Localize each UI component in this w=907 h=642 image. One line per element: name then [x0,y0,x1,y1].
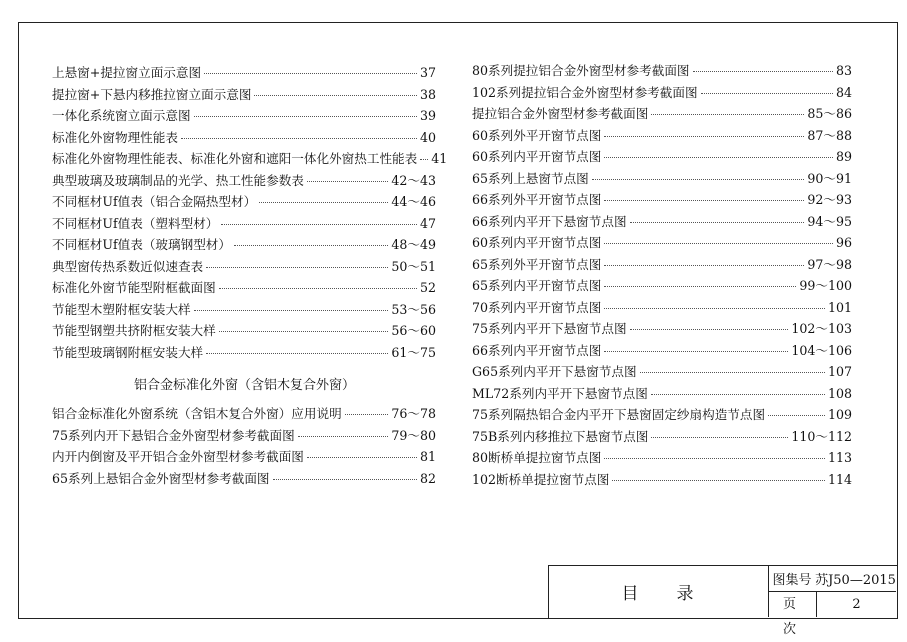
toc-entry-title: 标准化外窗节能型附框截面图 [52,280,216,295]
toc-leader-dots [307,181,388,182]
toc-entry-title: 提拉铝合金外窗型材参考截面图 [472,106,649,121]
page-number-row [769,592,896,637]
toc-leader-dots [693,71,833,72]
toc-leader-dots [604,351,788,352]
toc-entry [472,254,852,276]
toc-entry [472,103,852,125]
toc-entry [472,318,852,340]
toc-entry-title: 102断桥单提拉窗节点图 [472,471,610,487]
toc-entry [472,211,852,233]
toc-leader-dots [420,159,428,160]
toc-entry-title: 一体化系统窗立面示意图 [52,108,191,123]
toc-entry [472,404,852,426]
toc-leader-dots [768,415,825,416]
toc-entry-title: 66系列内平开下悬窗节点图 [472,213,627,229]
toc-entry-page: 104～106 [791,342,852,358]
toc-entry [52,256,436,278]
toc-entry-title: G65系列内平开下悬窗节点图 [472,364,637,379]
toc-leader-dots [206,353,388,354]
toc-entry-page: 107 [827,364,852,379]
toc-entry-title: 70系列内平开窗节点图 [472,299,602,315]
page-number-label: 页次 [769,592,817,617]
toc-leader-dots [604,243,833,244]
toc-entry-title: 不同框材Uf值表（玻璃钢型材） [52,237,231,252]
toc-entry [52,299,436,321]
toc-entry-page: 113 [827,450,852,465]
toc-leader-dots [234,245,388,246]
toc-leader-dots [221,224,417,225]
toc-entry [52,277,436,299]
section-heading: 铝合金标准化外窗（含铝木复合外窗） [134,378,356,393]
toc-entry-page: 44～46 [391,194,436,209]
toc-leader-dots [651,394,825,395]
title-block-title: 目录 [549,566,769,617]
toc-entry-title: 典型窗传热系数近似速查表 [52,258,204,274]
toc-entry [52,425,436,447]
toc-entry-page: 50～51 [391,258,436,274]
toc-entry [472,232,852,254]
toc-leader-dots [651,114,804,115]
toc-leader-dots [630,329,789,330]
toc-leader-dots [604,200,804,201]
toc-leader-dots [194,310,389,311]
toc-entry-title: 75系列内开下悬铝合金外窗型材参考截面图 [52,427,295,443]
toc-entry-title: 80断桥单提拉窗节点图 [472,450,602,465]
toc-entry-title: 65系列上悬铝合金外窗型材参考截面图 [52,470,270,486]
toc-entry [472,361,852,383]
toc-entry-page: 52 [419,280,436,295]
toc-entry-page: 110～112 [791,428,852,444]
toc-entry-page: 92～93 [807,192,852,207]
toc-entry-page: 53～56 [391,301,436,317]
toc-entry-title: 铝合金标准化外窗系统（含铝木复合外窗）应用说明 [52,406,342,421]
toc-entry-page: 109 [827,407,852,422]
toc-entry-page: 61～75 [391,344,436,360]
toc-leader-dots [701,93,833,94]
toc-leader-dots [206,267,388,268]
toc-leader-dots [604,157,833,158]
toc-entry [52,468,436,490]
toc-leader-dots [254,95,417,96]
toc-entry-page: 108 [827,385,852,401]
toc-entry [472,469,852,491]
toc-entry-page: 87～88 [807,127,852,143]
toc-entry [472,60,852,82]
page-number-value: 2 [852,597,861,612]
toc-entry [472,275,852,297]
toc-entry-title: 节能型木塑附框安装大样 [52,301,191,317]
toc-entry-title: 60系列内平开窗节点图 [472,149,602,164]
toc-leader-dots [612,480,825,481]
toc-entry [472,146,852,168]
toc-entry-title: 不同框材Uf值表（塑料型材） [52,215,219,231]
toc-leader-dots [259,202,388,203]
toc-leader-dots [345,414,389,415]
toc-entry [52,105,436,127]
toc-right-column [472,60,852,490]
toc-entry-page: 97～98 [807,256,852,272]
toc-entry [472,189,852,211]
toc-entry-title: 75B系列内移推拉下悬窗节点图 [472,428,649,444]
toc-leader-dots [604,286,796,287]
toc-entry-page: 40 [419,129,436,145]
toc-entry-title: ML72系列内平开下悬窗节点图 [472,385,648,401]
toc-leader-dots [273,479,417,480]
toc-leader-dots [630,222,805,223]
toc-entry-title: 65系列外平开窗节点图 [472,256,602,272]
toc-entry-title: 66系列外平开窗节点图 [472,192,602,207]
toc-leader-dots [219,288,417,289]
toc-entry [472,426,852,448]
toc-entry [52,342,436,364]
toc-entry [472,125,852,147]
toc-entry-title: 60系列内平开窗节点图 [472,235,602,250]
toc-entry-page: 82 [419,470,436,486]
toc-entry-title: 75系列内平开下悬窗节点图 [472,321,627,336]
toc-entry-page: 81 [419,449,436,464]
atlas-number-value: 苏J50—2015 [815,573,896,588]
toc-entry [52,403,436,425]
toc-entry [472,340,852,362]
toc-entry-page: 39 [419,108,436,123]
toc-entry-title: 65系列上悬窗节点图 [472,170,589,186]
toc-leader-dots [604,458,825,459]
toc-entry [472,168,852,190]
toc-entry-page: 42～43 [391,172,436,188]
toc-entry [52,213,436,235]
toc-entry [52,320,436,342]
toc-leader-dots [604,136,804,137]
toc-entry-title: 60系列外平开窗节点图 [472,127,602,143]
toc-left-column [52,62,448,489]
toc-entry-title: 内开内倒窗及平开铝合金外窗型材参考截面图 [52,449,304,464]
toc-entry [52,234,436,256]
toc-entry-title: 提拉窗+下悬内移推拉窗立面示意图 [52,86,252,102]
toc-leader-dots [194,116,417,117]
toc-entry-title: 标准化外窗物理性能表、标准化外窗和遮阳一体化外窗热工性能表 [52,151,418,166]
toc-leader-dots [181,138,417,139]
toc-entry [52,446,436,468]
toc-entry-title: 102系列提拉铝合金外窗型材参考截面图 [472,84,698,100]
toc-entry-page: 101 [827,299,852,315]
atlas-number-row [769,566,896,592]
toc-entry-title: 上悬窗+提拉窗立面示意图 [52,65,202,80]
toc-entry-title: 典型玻璃及玻璃制品的光学、热工性能参数表 [52,172,304,188]
toc-entry [472,297,852,319]
toc-entry-page: 79～80 [391,427,436,443]
toc-entry [52,170,436,192]
toc-entry [472,447,852,469]
toc-entry-page: 99～100 [799,278,852,293]
toc-entry-page: 89 [835,149,852,164]
toc-entry [52,62,436,84]
toc-entry-title: 节能型钢塑共挤附框安装大样 [52,323,216,338]
toc-entry-page: 38 [419,86,436,102]
toc-entry-page: 84 [835,84,852,100]
toc-entry-page: 114 [827,471,852,487]
toc-entry [52,84,436,106]
toc-leader-dots [298,436,389,437]
toc-entry-page: 94～95 [807,213,852,229]
toc-entry-page: 83 [835,63,852,78]
toc-entry-title: 节能型玻璃钢附框安装大样 [52,344,204,360]
toc-leader-dots [204,73,417,74]
toc-leader-dots [592,179,805,180]
toc-entry [472,383,852,405]
toc-entry [52,191,436,213]
toc-entry-page: 41 [431,151,448,166]
toc-leader-dots [307,457,417,458]
toc-entry-page: 56～60 [391,323,436,338]
title-block [548,565,898,637]
toc-entry-page: 47 [419,215,436,231]
toc-entry-page: 48～49 [391,237,436,252]
toc-entry-page: 85～86 [807,106,852,121]
toc-entry-page: 37 [419,65,436,80]
toc-leader-dots [651,437,788,438]
toc-entry [52,127,436,149]
atlas-number-label: 图集号 [772,573,812,588]
toc-entry [52,148,448,170]
toc-entry-title: 不同框材Uf值表（铝合金隔热型材） [52,194,257,209]
toc-entry-title: 标准化外窗物理性能表 [52,129,178,145]
toc-entry-page: 96 [835,235,852,250]
toc-entry-page: 102～103 [791,321,852,336]
toc-entry-title: 75系列隔热铝合金内平开下悬窗固定纱扇构造节点图 [472,407,766,422]
toc-entry-title: 80系列提拉铝合金外窗型材参考截面图 [472,63,690,78]
toc-leader-dots [219,331,389,332]
toc-leader-dots [604,308,825,309]
toc-entry-page: 90～91 [807,170,852,186]
toc-leader-dots [604,265,804,266]
toc-leader-dots [640,372,825,373]
toc-entry [472,82,852,104]
toc-entry-title: 66系列内平开窗节点图 [472,342,602,358]
toc-entry-page: 76～78 [391,406,436,421]
toc-entry-title: 65系列内平开窗节点图 [472,278,602,293]
